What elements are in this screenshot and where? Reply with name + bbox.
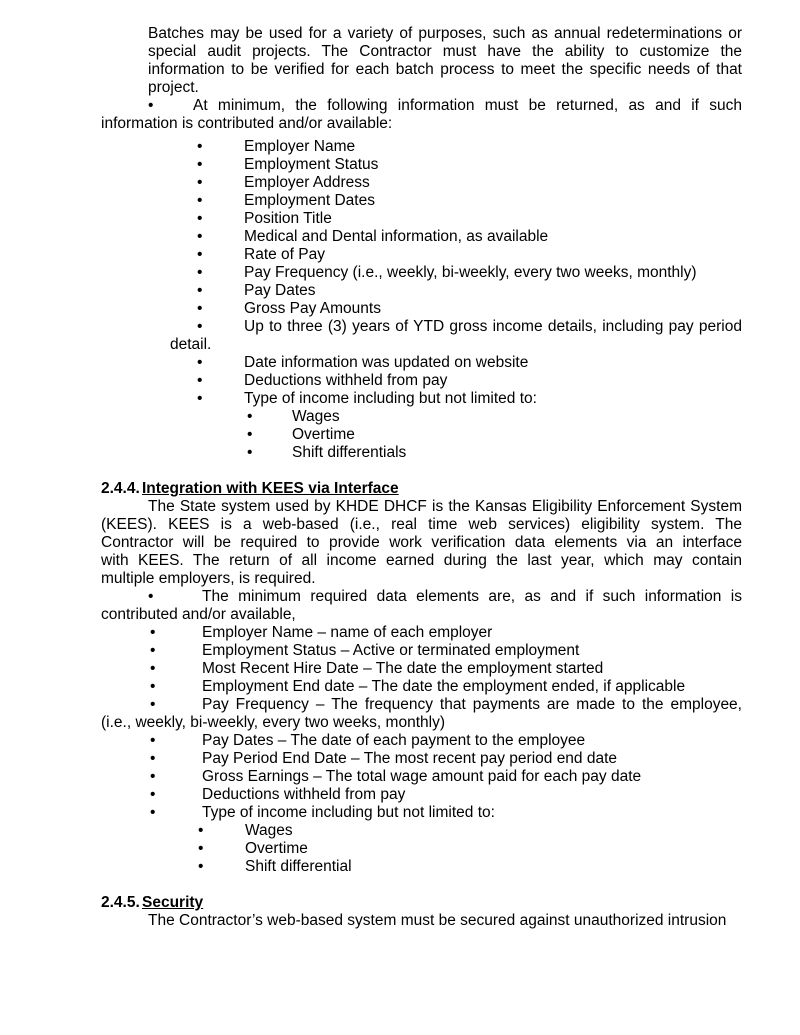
- line-text: At minimum, the following information must be returned, as and if such: [193, 97, 742, 114]
- line-text: Contractor will be required to provide work verification data elements via an interface: [101, 534, 742, 551]
- line-text: Deductions withheld from pay: [244, 372, 448, 389]
- bullet-icon: •: [197, 390, 203, 407]
- line-text: Date information was updated on website: [244, 354, 529, 371]
- section-number: 2.4.4.: [101, 480, 140, 497]
- bullet-icon: •: [197, 354, 203, 371]
- bullet-item: [101, 318, 742, 336]
- line-text: Medical and Dental information, as available: [244, 228, 549, 245]
- bullet-icon: •: [150, 624, 156, 641]
- line-text: Employment Dates: [244, 192, 375, 209]
- section-heading: [101, 894, 742, 912]
- line-text: detail.: [170, 336, 212, 353]
- line-text: The Contractor’s web-based system must be secured against unauthorized intrusion: [148, 912, 727, 929]
- bullet-icon: •: [197, 156, 203, 173]
- line-text: Pay Dates – The date of each payment to the employee: [202, 732, 586, 749]
- bullet-icon: •: [150, 750, 156, 767]
- doc-line: [101, 25, 742, 43]
- line-text: Shift differential: [245, 858, 352, 875]
- bullet-icon: •: [150, 786, 156, 803]
- bullet-icon: •: [247, 426, 253, 443]
- line-text: Gross Pay Amounts: [244, 300, 381, 317]
- bullet-icon: •: [150, 678, 156, 695]
- line-text: Most Recent Hire Date – The date the employment started: [202, 660, 604, 677]
- bullet-item: [101, 138, 742, 156]
- line-text: contributed and/or available,: [101, 606, 296, 623]
- doc-line: [101, 570, 742, 588]
- bullet-item: [101, 408, 742, 426]
- line-text: Shift differentials: [292, 444, 407, 461]
- bullet-icon: •: [198, 858, 204, 875]
- section-heading: [101, 480, 742, 498]
- line-text: information is contributed and/or available:: [101, 115, 393, 132]
- bullet-item: [101, 588, 742, 606]
- bullet-item: [101, 426, 742, 444]
- bullet-icon: •: [148, 588, 154, 605]
- doc-line: [101, 336, 742, 354]
- document-content: [0, 25, 800, 930]
- line-text: Overtime: [245, 840, 308, 857]
- line-text: Type of income including but not limited to:: [202, 804, 495, 821]
- line-text: Type of income including but not limited to:: [244, 390, 537, 407]
- bullet-icon: •: [197, 210, 203, 227]
- bullet-icon: •: [247, 408, 253, 425]
- bullet-icon: •: [150, 732, 156, 749]
- bullet-item: [101, 858, 742, 876]
- line-text: information to be verified for each batch process to meet the specific needs of that: [148, 61, 742, 78]
- bullet-icon: •: [197, 264, 203, 281]
- line-text: Wages: [292, 408, 340, 425]
- doc-line: [101, 606, 742, 624]
- doc-line: [101, 79, 742, 97]
- line-text: Pay Frequency (i.e., weekly, bi-weekly, every two weeks, monthly): [244, 264, 697, 281]
- bullet-item: [101, 696, 742, 714]
- bullet-icon: •: [198, 822, 204, 839]
- bullet-icon: •: [148, 97, 154, 114]
- bullet-icon: •: [150, 696, 156, 713]
- doc-line: [101, 714, 742, 732]
- bullet-item: [101, 210, 742, 228]
- bullet-icon: •: [150, 768, 156, 785]
- bullet-item: [101, 732, 742, 750]
- bullet-icon: •: [197, 192, 203, 209]
- bullet-item: [101, 786, 742, 804]
- section-title: Integration with KEES via Interface: [142, 480, 399, 497]
- bullet-item: [101, 354, 742, 372]
- bullet-icon: •: [197, 228, 203, 245]
- bullet-icon: •: [197, 138, 203, 155]
- line-text: project.: [148, 79, 199, 96]
- bullet-item: [101, 246, 742, 264]
- line-text: Overtime: [292, 426, 355, 443]
- doc-line: [101, 115, 742, 133]
- doc-line: [101, 61, 742, 79]
- line-text: Up to three (3) years of YTD gross income details, including pay period: [244, 318, 742, 335]
- line-text: Pay Frequency – The frequency that payments are made to the employee,: [202, 696, 742, 713]
- line-text: Employer Address: [244, 174, 370, 191]
- bullet-item: [101, 660, 742, 678]
- bullet-icon: •: [247, 444, 253, 461]
- bullet-icon: •: [197, 282, 203, 299]
- bullet-item: [101, 804, 742, 822]
- bullet-item: [101, 174, 742, 192]
- line-text: Batches may be used for a variety of purposes, such as annual redeterminations or: [148, 25, 742, 42]
- line-text: special audit projects. The Contractor must have the ability to customize the: [148, 43, 742, 60]
- bullet-item: [101, 228, 742, 246]
- line-text: (KEES). KEES is a web-based (i.e., real time web services) eligibility system. The: [101, 516, 742, 533]
- bullet-item: [101, 156, 742, 174]
- bullet-icon: •: [150, 804, 156, 821]
- line-text: Employment End date – The date the employment ended, if applicable: [202, 678, 686, 695]
- bullet-item: [101, 444, 742, 462]
- line-text: Position Title: [244, 210, 332, 227]
- doc-line: [101, 498, 742, 516]
- bullet-item: [101, 642, 742, 660]
- bullet-item: [101, 750, 742, 768]
- bullet-icon: •: [197, 318, 203, 335]
- bullet-icon: •: [197, 174, 203, 191]
- doc-line: [101, 912, 742, 930]
- bullet-icon: •: [197, 372, 203, 389]
- bullet-item: [101, 192, 742, 210]
- line-text: The State system used by KHDE DHCF is the Kansas Eligibility Enforcement System: [148, 498, 742, 515]
- line-text: Pay Period End Date – The most recent pay period end date: [202, 750, 618, 767]
- doc-line: [101, 516, 742, 534]
- line-text: The minimum required data elements are, as and if such information is: [202, 588, 742, 605]
- bullet-item: [101, 678, 742, 696]
- line-text: Deductions withheld from pay: [202, 786, 406, 803]
- doc-line: [101, 534, 742, 552]
- line-text: Wages: [245, 822, 293, 839]
- doc-line: [101, 552, 742, 570]
- bullet-item: [101, 97, 742, 115]
- bullet-item: [101, 768, 742, 786]
- line-text: Rate of Pay: [244, 246, 325, 263]
- bullet-item: [101, 264, 742, 282]
- bullet-icon: •: [150, 660, 156, 677]
- line-text: Employment Status – Active or terminated employment: [202, 642, 580, 659]
- section-title: Security: [142, 894, 204, 911]
- line-text: Pay Dates: [244, 282, 316, 299]
- line-text: Gross Earnings – The total wage amount paid for each pay date: [202, 768, 642, 785]
- line-text: Employer Name: [244, 138, 356, 155]
- line-text: (i.e., weekly, bi-weekly, every two weeks, monthly): [101, 714, 445, 731]
- bullet-icon: •: [198, 840, 204, 857]
- bullet-item: [101, 300, 742, 318]
- bullet-icon: •: [150, 642, 156, 659]
- bullet-icon: •: [197, 246, 203, 263]
- bullet-item: [101, 624, 742, 642]
- line-text: with KEES. The return of all income earned during the last year, which may contain: [101, 552, 742, 569]
- line-text: Employment Status: [244, 156, 379, 173]
- bullet-item: [101, 390, 742, 408]
- bullet-item: [101, 372, 742, 390]
- doc-line: [101, 43, 742, 61]
- bullet-item: [101, 822, 742, 840]
- section-number: 2.4.5.: [101, 894, 140, 911]
- bullet-icon: •: [197, 300, 203, 317]
- line-text: multiple employers, is required.: [101, 570, 316, 587]
- bullet-item: [101, 840, 742, 858]
- bullet-item: [101, 282, 742, 300]
- line-text: Employer Name – name of each employer: [202, 624, 493, 641]
